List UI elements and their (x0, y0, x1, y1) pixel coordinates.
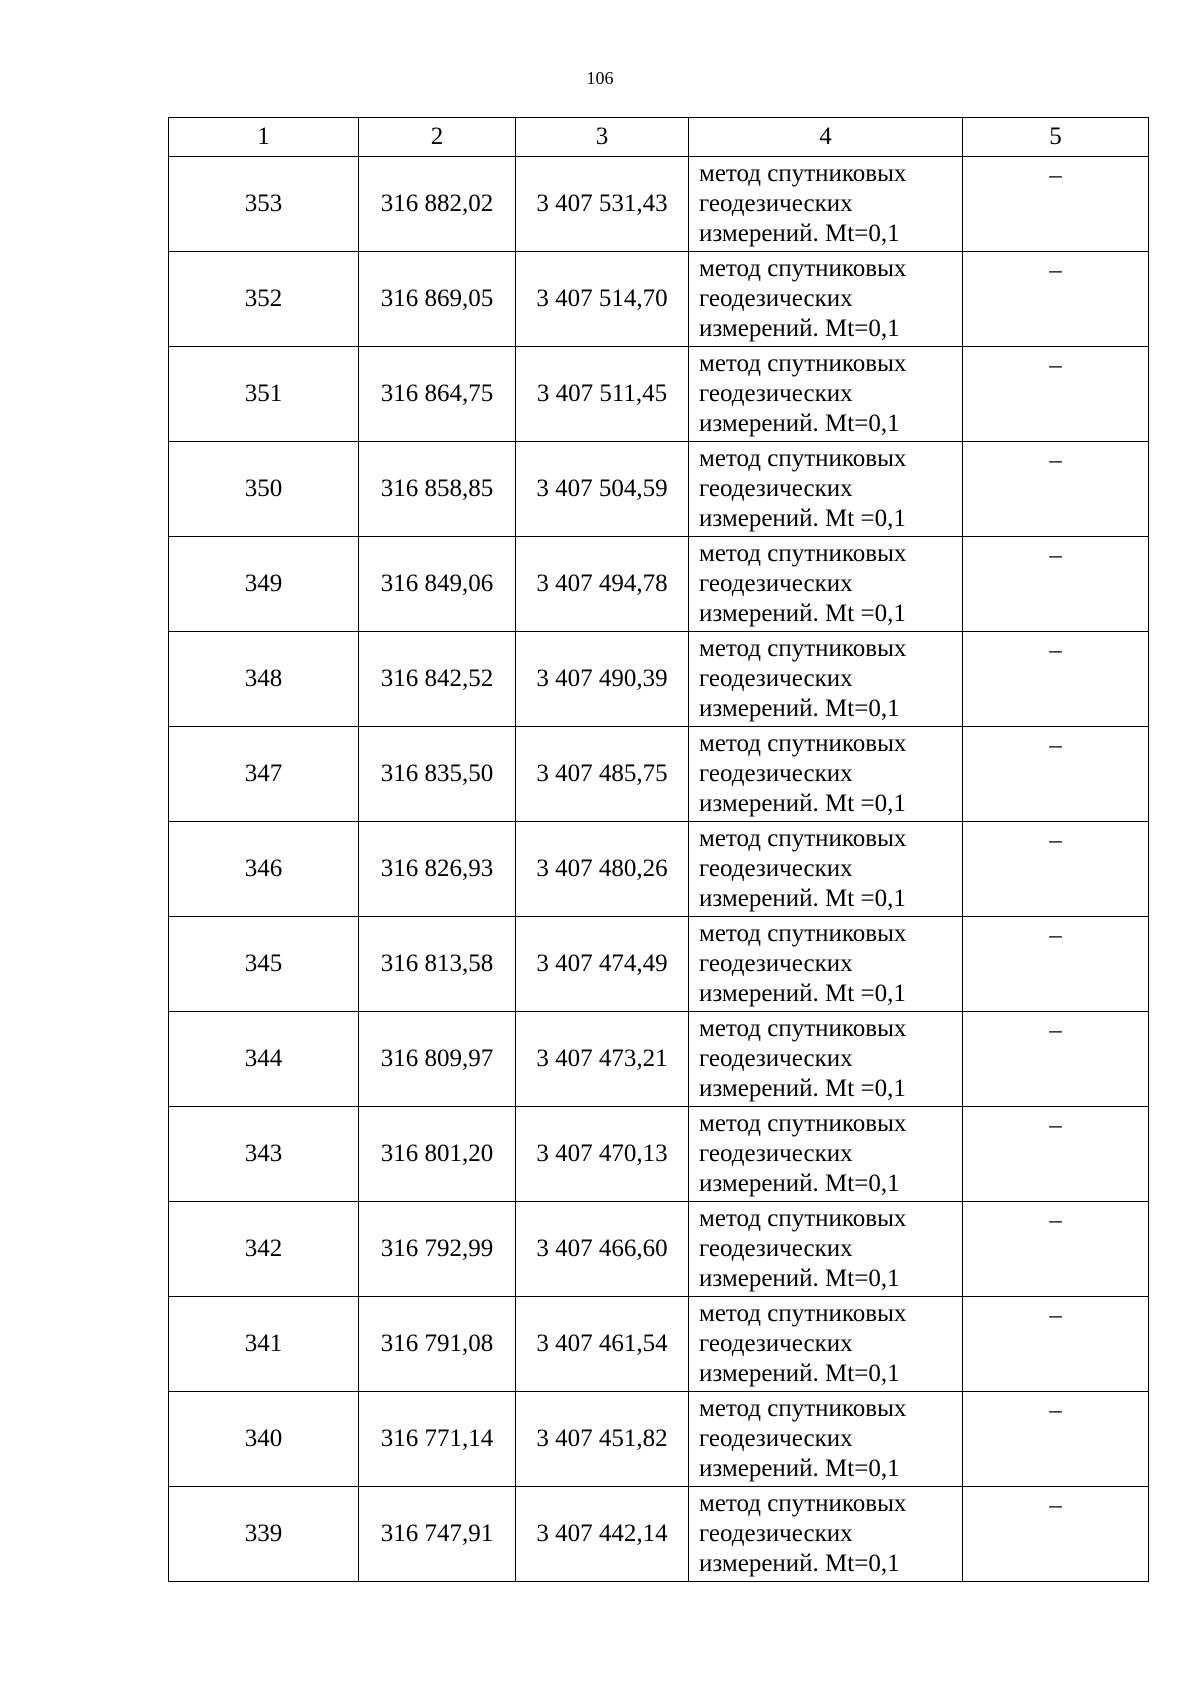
method-cell: метод спутниковых геодезических измерений. Mt=0,1 (689, 157, 963, 252)
table-body (169, 157, 1149, 1582)
header-col-4: 4 (689, 118, 963, 157)
table-row (169, 1107, 1149, 1202)
method-cell: метод спутниковых геодезических измерений. Mt =0,1 (689, 727, 963, 822)
table-row (169, 1487, 1149, 1582)
table-header (169, 118, 1149, 157)
y-coordinate-cell: 3 407 451,82 (516, 1392, 689, 1487)
point-number-cell: 351 (169, 347, 359, 442)
y-coordinate-cell: 3 407 504,59 (516, 442, 689, 537)
note-cell: – (963, 1487, 1149, 1582)
note-cell: – (963, 1392, 1149, 1487)
point-number-cell: 350 (169, 442, 359, 537)
table-row (169, 917, 1149, 1012)
table-row (169, 537, 1149, 632)
note-cell: – (963, 347, 1149, 442)
x-coordinate-cell: 316 835,50 (359, 727, 516, 822)
x-coordinate-cell: 316 801,20 (359, 1107, 516, 1202)
x-coordinate-cell: 316 771,14 (359, 1392, 516, 1487)
x-coordinate-cell: 316 882,02 (359, 157, 516, 252)
x-coordinate-cell: 316 791,08 (359, 1297, 516, 1392)
point-number-cell: 352 (169, 252, 359, 347)
method-cell: метод спутниковых геодезических измерений. Mt=0,1 (689, 347, 963, 442)
x-coordinate-cell: 316 747,91 (359, 1487, 516, 1582)
method-cell: метод спутниковых геодезических измерений. Mt=0,1 (689, 252, 963, 347)
note-cell: – (963, 917, 1149, 1012)
y-coordinate-cell: 3 407 470,13 (516, 1107, 689, 1202)
table-row (169, 822, 1149, 917)
note-cell: – (963, 822, 1149, 917)
y-coordinate-cell: 3 407 461,54 (516, 1297, 689, 1392)
header-col-1: 1 (169, 118, 359, 157)
note-cell: – (963, 537, 1149, 632)
y-coordinate-cell: 3 407 490,39 (516, 632, 689, 727)
table-row (169, 157, 1149, 252)
y-coordinate-cell: 3 407 485,75 (516, 727, 689, 822)
x-coordinate-cell: 316 809,97 (359, 1012, 516, 1107)
point-number-cell: 344 (169, 1012, 359, 1107)
header-row (169, 118, 1149, 157)
point-number-cell: 347 (169, 727, 359, 822)
note-cell: – (963, 442, 1149, 537)
table-row (169, 252, 1149, 347)
method-cell: метод спутниковых геодезических измерений. Mt=0,1 (689, 1202, 963, 1297)
header-col-2: 2 (359, 118, 516, 157)
table-row (169, 1202, 1149, 1297)
table-row (169, 1297, 1149, 1392)
point-number-cell: 340 (169, 1392, 359, 1487)
x-coordinate-cell: 316 842,52 (359, 632, 516, 727)
point-number-cell: 348 (169, 632, 359, 727)
method-cell: метод спутниковых геодезических измерений. Mt =0,1 (689, 1012, 963, 1107)
table-row (169, 632, 1149, 727)
table-row (169, 1012, 1149, 1107)
table-row (169, 347, 1149, 442)
method-cell: метод спутниковых геодезических измерений. Mt =0,1 (689, 442, 963, 537)
header-col-5: 5 (963, 118, 1149, 157)
table-row (169, 727, 1149, 822)
method-cell: метод спутниковых геодезических измерений. Mt=0,1 (689, 1392, 963, 1487)
page-number: 106 (586, 68, 614, 88)
point-number-cell: 349 (169, 537, 359, 632)
note-cell: – (963, 1107, 1149, 1202)
method-cell: метод спутниковых геодезических измерений. Mt =0,1 (689, 537, 963, 632)
point-number-cell: 342 (169, 1202, 359, 1297)
method-cell: метод спутниковых геодезических измерений. Mt=0,1 (689, 1297, 963, 1392)
x-coordinate-cell: 316 864,75 (359, 347, 516, 442)
point-number-cell: 353 (169, 157, 359, 252)
note-cell: – (963, 1202, 1149, 1297)
y-coordinate-cell: 3 407 531,43 (516, 157, 689, 252)
note-cell: – (963, 1297, 1149, 1392)
point-number-cell: 343 (169, 1107, 359, 1202)
point-number-cell: 341 (169, 1297, 359, 1392)
point-number-cell: 345 (169, 917, 359, 1012)
note-cell: – (963, 1012, 1149, 1107)
y-coordinate-cell: 3 407 442,14 (516, 1487, 689, 1582)
method-cell: метод спутниковых геодезических измерений. Mt=0,1 (689, 1487, 963, 1582)
point-number-cell: 339 (169, 1487, 359, 1582)
coordinates-table (168, 117, 1149, 1582)
y-coordinate-cell: 3 407 466,60 (516, 1202, 689, 1297)
y-coordinate-cell: 3 407 511,45 (516, 347, 689, 442)
table-row (169, 1392, 1149, 1487)
note-cell: – (963, 727, 1149, 822)
y-coordinate-cell: 3 407 480,26 (516, 822, 689, 917)
note-cell: – (963, 632, 1149, 727)
note-cell: – (963, 252, 1149, 347)
table-row (169, 442, 1149, 537)
x-coordinate-cell: 316 858,85 (359, 442, 516, 537)
method-cell: метод спутниковых геодезических измерений. Mt =0,1 (689, 917, 963, 1012)
point-number-cell: 346 (169, 822, 359, 917)
note-cell: – (963, 157, 1149, 252)
header-col-3: 3 (516, 118, 689, 157)
x-coordinate-cell: 316 826,93 (359, 822, 516, 917)
method-cell: метод спутниковых геодезических измерений. Mt=0,1 (689, 632, 963, 727)
x-coordinate-cell: 316 869,05 (359, 252, 516, 347)
method-cell: метод спутниковых геодезических измерений. Mt =0,1 (689, 822, 963, 917)
y-coordinate-cell: 3 407 473,21 (516, 1012, 689, 1107)
y-coordinate-cell: 3 407 474,49 (516, 917, 689, 1012)
y-coordinate-cell: 3 407 494,78 (516, 537, 689, 632)
y-coordinate-cell: 3 407 514,70 (516, 252, 689, 347)
x-coordinate-cell: 316 813,58 (359, 917, 516, 1012)
method-cell: метод спутниковых геодезических измерений. Mt=0,1 (689, 1107, 963, 1202)
x-coordinate-cell: 316 792,99 (359, 1202, 516, 1297)
x-coordinate-cell: 316 849,06 (359, 537, 516, 632)
